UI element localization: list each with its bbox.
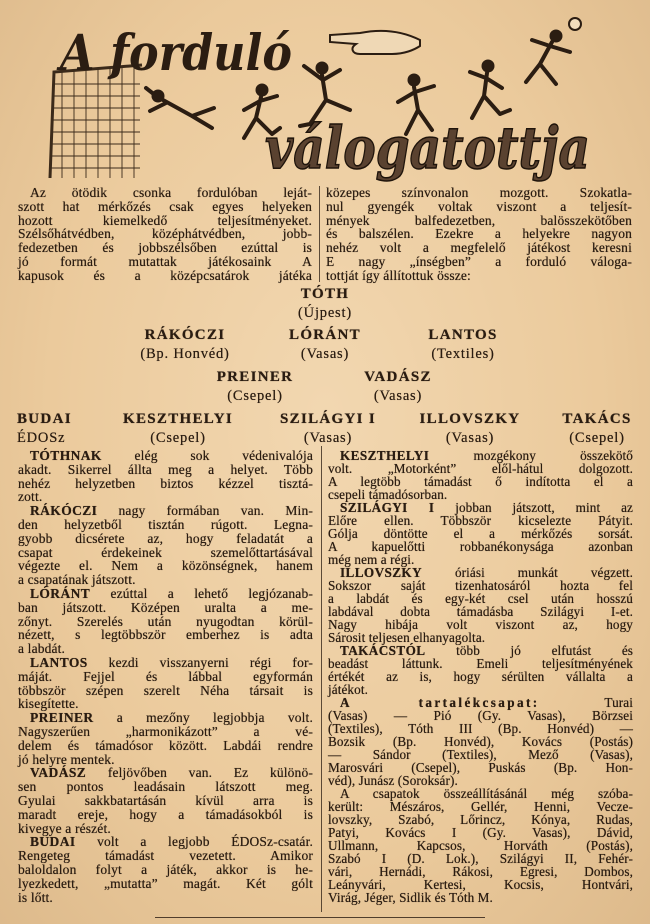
review-line [18,656,313,670]
player-name-lead: LÓRÁNT [30,585,91,601]
review-line-text: csapat érdekeinek szemelőttartásával [18,544,313,560]
review-column-left [18,449,313,904]
player-club: (Csepel) [150,430,206,446]
player-name-lead: LANTOS [30,654,88,670]
halfback-slot-left [364,368,432,406]
review-line [18,490,313,504]
player-name: KESZTHELYI [123,411,233,427]
intro-line: és balszélen. Ezekre a helyekre nagyon [326,226,632,242]
forward-slot-left-inside [420,410,521,448]
review-line-text: nagy formában van. Min- [118,503,313,519]
player-name-lead: KESZTHELYI [340,448,430,463]
title-line-2: válogatottja [265,114,590,182]
player-name: BUDAI [17,411,72,427]
intro-line: hozott kiemelkedő teljesítményeket. [18,212,312,228]
player-club: (Vasas) [303,430,353,446]
player-name-lead: SZILÁGYI I [340,500,435,515]
player-club: (Bp. Honvéd) [140,346,230,362]
review-line-text: Szabó I (D. Lok.), Szilágyi II, Fehér- [328,851,633,866]
review-paragraph [18,656,313,711]
player-name-lead: RÁKÓCZI [30,503,98,519]
review-line [18,628,313,642]
review-line [18,546,313,560]
review-line-text: lyezkedett, „mutatta” magát. Két gólt [18,875,313,891]
player-name: LÓRÁNT [289,327,361,343]
defender-slot-centre [289,326,361,364]
pointing-hand-drawing [330,31,420,54]
player-name-lead: PREINER [30,710,94,726]
review-line-text: több jó elfutást és [456,643,634,658]
player-name: RÁKÓCZI [144,327,226,343]
player-club: (Csepel) [227,388,283,404]
review-line-text: a csapatának játszott. [18,572,136,588]
intro-column-divider [319,186,320,282]
review-line [18,877,313,891]
defender-slot-right [140,326,229,364]
review-line [18,725,313,739]
review-line-text: beadást láttunk. Emeli teljesítményének [328,656,633,671]
review-line [328,670,633,683]
forward-slot-right-wing [17,410,72,448]
review-line [18,587,313,601]
review-line [18,670,313,684]
review-paragraph [18,587,313,656]
goalkeeper-slot [298,285,352,323]
review-line [18,684,313,698]
intro-line: kapusok és a középcsatárok játéka [18,267,312,283]
review-paragraph [18,449,313,504]
review-line [18,573,313,587]
review-paragraph [328,644,633,696]
review-paragraph [18,766,313,835]
intro-line: nul gyengék voltak viszont a teljesít- [326,198,632,214]
review-line-text: ezúttal a lehető legjózanab- [110,585,313,601]
review-line-text: (Vasas) — Pió (Gy. Vasas), Börzsei [328,708,633,723]
review-line-text: került: Mészáros, Gellér, Henni, Vecze- [328,799,633,814]
review-line [18,642,313,656]
player-club: (Vasas) [300,346,350,362]
review-paragraph [328,696,633,787]
forward-slot-right-inside [123,410,233,448]
player-name: TÓTH [300,286,350,302]
review-line-text: akadt. Sikerrel állta meg a helyet. Több [18,461,313,477]
review-line-text: sen pontos leadásain látszott meg. [18,779,313,795]
review-line-text: Ullmann, Kapcsos, Horváth (Postás), [328,838,633,853]
review-line-text: jó helyre mentek. [18,751,115,767]
review-line [18,504,313,518]
review-line-text: Patyi, Kovács I (Gy. Vasas), Dávid, [328,825,633,840]
defender-slot-left [428,326,497,364]
review-line [18,794,313,808]
review-line-text: A legtöbb támadást ő indította el a [328,474,633,489]
player-name-lead: ILLOVSZKY [340,565,423,580]
player-club: (Újpest) [298,305,352,321]
review-paragraph [328,566,633,644]
review-line [18,532,313,546]
goalkeeper-figure [146,88,214,128]
review-line-text: Sokszor saját tizenhatosáról hozta fel [328,578,633,593]
review-line-text: delem és támadósor között. Labdái rendre [18,737,313,753]
review-line [18,891,313,905]
review-line-text: maradt ereje, hogy a támadásokból is [18,806,313,822]
forward-slot-left-wing [562,410,631,448]
review-paragraph [328,787,633,904]
review-line [18,518,313,532]
player-name: SZILÁGYI I [280,411,376,427]
review-line-text: a mezőny legjobbja volt. [116,710,313,726]
ball-drawing [569,18,581,30]
review-line [18,822,313,836]
player-name-lead: TAKÁCSTÓL [340,643,426,658]
review-line-text: Turai [604,695,633,710]
player-club: (Vasas) [445,430,495,446]
review-line-text: labdával dobta támadásba Szilágyi I-et. [328,604,633,619]
review-line-text: A kapuelőtti robbanékonysága azonban [328,539,633,554]
intro-line: Szélsőhátvédben, középhátvédben, jobb- [18,226,312,242]
review-line [18,780,313,794]
review-line-text: értékét az is, hogy sérülten vállalta a [328,669,633,684]
review-line-text: csepeli támadósorban. [328,487,448,502]
player-club: ÉDOSz [17,430,66,446]
review-paragraph [328,449,633,501]
review-line [18,739,313,753]
intro-column-left [18,186,312,283]
review-line-text: máját. Fejjel és lábbal egyformán [18,668,313,684]
review-line-text: volt. „Motorként” elől-hátul dolgozott. [328,461,633,476]
review-line-text: véd), Junász (Soroksár). [328,773,458,788]
review-line-text: den helyzetből tisztán rúgott. Legna- [18,516,313,532]
review-line-text: gyobb dicsérete az, hogy feladatát a [18,530,313,546]
player-name-lead: TÓTHNAK [30,448,102,463]
player-name-lead: VADÁSZ [30,765,87,781]
review-column-right [328,449,633,904]
review-line-text: Virág, Jéger, Sidlik és Tóth M. [328,890,493,905]
review-line [18,601,313,615]
review-line [328,891,633,904]
review-line-text: Marosvári (Csepel), Puskás (Bp. Hon- [328,760,633,775]
intro-line: fedezetben és jobbszélsőben ezúttal is [18,240,312,256]
review-line-text: zőnyt. Szerelés után nyugodtan körül- [18,613,313,629]
review-column-divider [321,446,322,912]
title-line-1: A forduló [56,23,292,82]
review-line [18,835,313,849]
review-line [18,849,313,863]
review-line-text: mozgékony összekötő [473,448,633,463]
review-line [18,808,313,822]
review-line-text: A csapatok összeállításánál még szóba- [340,786,633,801]
review-line-text: Nagyszerűen „harmonikázott” a vé- [18,723,313,739]
review-line-text: végezte el. Nem a közönségnek, hanem [18,558,313,574]
review-line-text: (Textiles), Tóth III (Bp. Honvéd) — [328,721,633,736]
review-line-text: többször szépen szerelt Néha társait is [18,682,313,698]
header-illustration [0,0,650,182]
review-line-text: zott. [18,489,43,505]
review-paragraph [328,501,633,566]
review-line-text: Bozsik (Bp. Honvéd), Kovács (Postás) [328,734,633,749]
intro-line: szott hat mérkőzés csak egyes helyeken [18,198,312,214]
review-line [18,711,313,725]
review-line-text: lovszky, Szabó, Lőrincz, Kónya, Rudas, [328,812,633,827]
review-line-text: Gyulai sakkbatartásán kívül arra is [18,792,313,808]
review-line-text: Gólja döntötte el a mérkőzés sorsát. [328,526,633,541]
player-name: LANTOS [428,327,498,343]
player-club: (Csepel) [569,430,625,446]
review-line [18,766,313,780]
review-line [18,863,313,877]
intro-line: Az ötödik csonka fordulóban leját- [30,185,312,200]
review-line [18,449,313,463]
halfback-slot-right [217,368,294,406]
intro-line: közepes színvonalon mozgott. Szokatla- [326,185,632,200]
player-name: PREINER [216,369,294,385]
player-name: VADÁSZ [364,369,432,385]
intro-line: E nagy „ínségben” a forduló váloga- [326,253,632,269]
player-name-lead: BUDAI [30,834,76,850]
review-line-text: ban játszott. Középen uralta a me- [18,599,313,615]
intro-line: jó formát mutattak játékosaink A [18,253,312,269]
review-line-text: a labdát. [18,641,66,657]
review-line-text: Előre ellen. Többször kicselezte Pátyit. [328,513,633,528]
review-line-text: kisegítette. [18,696,79,712]
bottom-rule [155,917,485,918]
forward-slot-centre [280,410,376,448]
review-line-text: jobban játszott, mint az [455,500,633,515]
player-figure-midfielder [470,60,510,119]
review-line-text: még nem a régi. [328,552,415,567]
review-paragraph [18,504,313,587]
review-line [18,615,313,629]
review-line-text: vári, Hernádi, Rákosi, Egresi, Dombos, [328,864,633,879]
player-club: (Textiles) [431,346,495,362]
review-paragraph [18,835,313,904]
review-line [18,559,313,573]
review-line [18,697,313,711]
review-line-text: nehéz helyzetben biztos kézzel tisztá- [18,475,313,491]
review-line-text: volt a legjobb ÉDOSz-csatár. [97,834,313,850]
review-line-text: Nagy hibája volt viszont az, hogy [328,617,633,632]
review-line-text: baloldalon folyt a játék, akkor is he- [18,861,313,877]
intro-line: tottját így állítottuk össze: [326,267,471,283]
review-line-text: nézett, s legtöbbször emberhez is adta [18,627,313,643]
player-name: TAKÁCS [562,411,632,427]
intro-line: nehéz volt a megfelelő játékost keresni [326,240,632,256]
review-line-text: feljövőben van. Ez különö- [107,765,313,781]
player-name: ILLOVSZKY [419,411,521,427]
review-line-text: Sárosit teljesen elhanyagolta. [328,630,486,645]
review-line-text: Leányvári, Kertesi, Kocsis, Hontvári, [328,877,633,892]
intro-line: mények balfedezetben, balösszekötőben [326,212,632,228]
review-paragraph [18,711,313,766]
player-club: (Vasas) [373,388,423,404]
player-name-lead: A tartalékcsapat: [340,695,540,710]
review-line-text: óriási munkát végzett. [454,565,633,580]
review-line [18,463,313,477]
review-line-text: — Sándor (Textiles), Mező (Vasas), [328,747,633,762]
review-line-text: elég sok védenivalója [134,448,314,463]
review-line [18,477,313,491]
review-line-text: a labdát és egy-két csel után hosszú [328,591,633,606]
review-line-text: játékot. [328,682,368,697]
review-line-text: kivegye a részét. [18,820,111,836]
review-line-text: kezdi visszanyerni régi for- [108,654,314,670]
review-line-text: is lőtt. [18,889,53,905]
intro-column-right [326,186,632,283]
review-line [18,753,313,767]
player-figure-heading [526,30,570,85]
review-line-text: Rengeteg támadást vezetett. Amikor [18,848,313,864]
